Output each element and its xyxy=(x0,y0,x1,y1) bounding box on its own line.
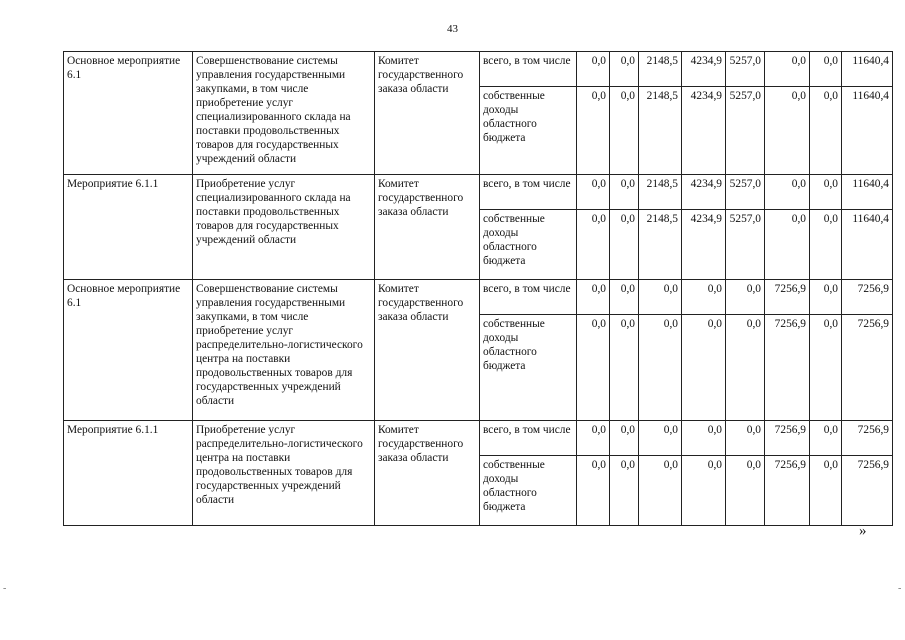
executor-cell: Комитет государственного заказа области xyxy=(375,52,480,175)
amount-cell: 0,0 xyxy=(577,456,610,526)
amount-cell: 0,0 xyxy=(577,175,610,210)
amount-cell: 0,0 xyxy=(577,421,610,456)
amount-cell: 0,0 xyxy=(810,87,842,175)
amount-cell: 0,0 xyxy=(610,87,639,175)
funding-source-cell: собственные доходы областного бюджета xyxy=(480,87,577,175)
executor-cell: Комитет государственного заказа области xyxy=(375,175,480,280)
page-number: 43 xyxy=(447,23,458,35)
amount-cell: 0,0 xyxy=(577,280,610,315)
amount-cell: 4234,9 xyxy=(682,52,726,87)
amount-cell: 0,0 xyxy=(639,421,682,456)
funding-source-cell: всего, в том числе xyxy=(480,175,577,210)
table-row xyxy=(64,52,893,87)
funding-source-cell: всего, в том числе xyxy=(480,421,577,456)
amount-cell: 0,0 xyxy=(639,280,682,315)
amount-cell: 0,0 xyxy=(765,210,810,280)
margin-mark-left: - xyxy=(3,583,7,594)
amount-cell: 5257,0 xyxy=(726,52,765,87)
executor-cell: Комитет государственного заказа области xyxy=(375,280,480,421)
table-row xyxy=(64,421,893,456)
amount-cell: 0,0 xyxy=(726,456,765,526)
measure-description-cell: Приобретение услуг распределительно-логистического центра на поставки продовольственных товаров для государственных учреждений области xyxy=(193,421,375,526)
margin-mark-right: - xyxy=(898,583,902,594)
table-row xyxy=(64,175,893,210)
amount-cell: 0,0 xyxy=(810,175,842,210)
amount-cell: 0,0 xyxy=(726,315,765,421)
amount-cell: 2148,5 xyxy=(639,210,682,280)
measure-name-cell: Основное мероприятие 6.1 xyxy=(64,280,193,421)
amount-cell: 0,0 xyxy=(577,52,610,87)
amount-cell: 7256,9 xyxy=(765,315,810,421)
amount-cell: 0,0 xyxy=(577,315,610,421)
amount-cell: 0,0 xyxy=(610,315,639,421)
amount-cell: 0,0 xyxy=(726,421,765,456)
amount-cell: 0,0 xyxy=(639,315,682,421)
measure-name-cell: Мероприятие 6.1.1 xyxy=(64,421,193,526)
amount-cell: 4234,9 xyxy=(682,210,726,280)
funding-source-cell: собственные доходы областного бюджета xyxy=(480,210,577,280)
measure-description-cell: Приобретение услуг специализированного склада на поставки продовольственных товаров для государственных учреждений области xyxy=(193,175,375,280)
amount-cell: 0,0 xyxy=(810,52,842,87)
amount-cell: 0,0 xyxy=(682,315,726,421)
amount-cell: 0,0 xyxy=(577,210,610,280)
amount-cell: 0,0 xyxy=(810,456,842,526)
measure-description-cell: Совершенствование системы управления государственными закупками, в том числе приобретение услуг распределительно-логистического центра на поставки продовольственных товаров для государственных учреждений области xyxy=(193,280,375,421)
amount-cell: 0,0 xyxy=(810,315,842,421)
amount-cell: 0,0 xyxy=(577,87,610,175)
amount-cell: 4234,9 xyxy=(682,87,726,175)
executor-cell: Комитет государственного заказа области xyxy=(375,421,480,526)
budget-table xyxy=(63,51,893,526)
amount-cell: 0,0 xyxy=(610,52,639,87)
amount-cell: 2148,5 xyxy=(639,87,682,175)
amount-cell: 0,0 xyxy=(610,280,639,315)
amount-cell: 7256,9 xyxy=(765,421,810,456)
funding-source-cell: всего, в том числе xyxy=(480,52,577,87)
amount-cell: 5257,0 xyxy=(726,210,765,280)
amount-cell: 7256,9 xyxy=(765,280,810,315)
amount-cell: 11640,4 xyxy=(842,52,893,87)
measure-description-cell: Совершенствование системы управления государственными закупками, в том числе приобретение услуг специализированного склада на поставки продовольственных товаров для государственных учреждений области xyxy=(193,52,375,175)
amount-cell: 0,0 xyxy=(726,280,765,315)
funding-source-cell: всего, в том числе xyxy=(480,280,577,315)
measure-name-cell: Основное мероприятие 6.1 xyxy=(64,52,193,175)
amount-cell: 0,0 xyxy=(639,456,682,526)
closing-quote: » xyxy=(859,523,867,539)
funding-source-cell: собственные доходы областного бюджета xyxy=(480,456,577,526)
amount-cell: 0,0 xyxy=(610,456,639,526)
amount-cell: 0,0 xyxy=(610,421,639,456)
amount-cell: 7256,9 xyxy=(842,456,893,526)
amount-cell: 5257,0 xyxy=(726,175,765,210)
funding-source-cell: собственные доходы областного бюджета xyxy=(480,315,577,421)
amount-cell: 11640,4 xyxy=(842,175,893,210)
amount-cell: 0,0 xyxy=(765,175,810,210)
amount-cell: 0,0 xyxy=(682,456,726,526)
amount-cell: 0,0 xyxy=(682,280,726,315)
table-row xyxy=(64,280,893,315)
amount-cell: 0,0 xyxy=(610,210,639,280)
amount-cell: 7256,9 xyxy=(842,421,893,456)
measure-name-cell: Мероприятие 6.1.1 xyxy=(64,175,193,280)
amount-cell: 11640,4 xyxy=(842,210,893,280)
amount-cell: 0,0 xyxy=(765,52,810,87)
amount-cell: 7256,9 xyxy=(842,315,893,421)
amount-cell: 2148,5 xyxy=(639,52,682,87)
amount-cell: 0,0 xyxy=(610,175,639,210)
amount-cell: 0,0 xyxy=(810,421,842,456)
amount-cell: 11640,4 xyxy=(842,87,893,175)
amount-cell: 0,0 xyxy=(765,87,810,175)
amount-cell: 0,0 xyxy=(682,421,726,456)
amount-cell: 7256,9 xyxy=(765,456,810,526)
amount-cell: 2148,5 xyxy=(639,175,682,210)
amount-cell: 4234,9 xyxy=(682,175,726,210)
amount-cell: 7256,9 xyxy=(842,280,893,315)
amount-cell: 0,0 xyxy=(810,210,842,280)
amount-cell: 0,0 xyxy=(810,280,842,315)
amount-cell: 5257,0 xyxy=(726,87,765,175)
